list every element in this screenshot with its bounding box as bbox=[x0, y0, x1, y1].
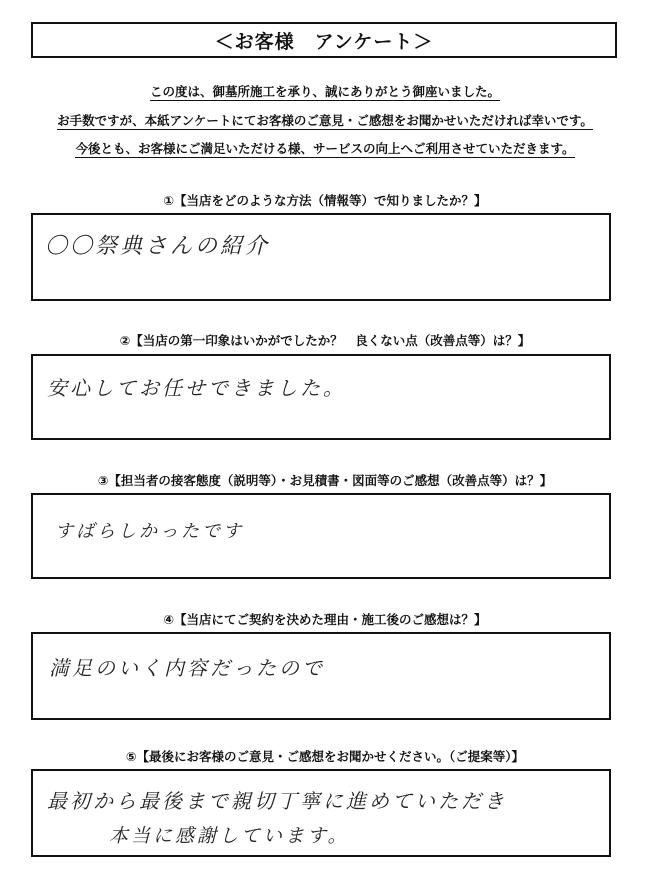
answer-3-text: すばらしかったです bbox=[55, 521, 244, 542]
answer-1-text: 〇〇祭典さんの紹介 bbox=[45, 234, 271, 259]
question-4-label: ④【当店にてご契約を決めた理由・施工後のご感想は？】 bbox=[163, 612, 487, 627]
page-title: ＜お客様 アンケート＞ bbox=[214, 30, 434, 53]
intro-line-3: 今後とも、お客様にご満足いただける様、サービスの向上へご利用させていただきます。 bbox=[75, 141, 575, 156]
question-5-label: ⑤【最後にお客様のご意見・ご感想をお聞かせください。（ご提案等）】 bbox=[125, 749, 525, 764]
answer-box-2[interactable] bbox=[31, 354, 611, 440]
answer-box-4[interactable] bbox=[31, 632, 611, 720]
answer-4-text: 満足のいく内容だったので bbox=[49, 656, 325, 680]
answer-box-1[interactable] bbox=[31, 213, 611, 301]
answer-2-text: 安心してお任せできました。 bbox=[47, 376, 346, 400]
question-1-label: ①【当店をどのような方法（情報等）で知りましたか？】 bbox=[163, 193, 487, 208]
title-box bbox=[31, 22, 617, 58]
answer-5-line-1: 最初から最後まで親切丁寧に進めていただき bbox=[47, 789, 507, 813]
question-2-label: ②【当店の第一印象はいかがでしたか？ 良くない点（改善点等）は？】 bbox=[119, 333, 531, 348]
answer-box-3[interactable] bbox=[31, 493, 611, 579]
question-3-label: ③【担当者の接客態度（説明等）・お見積書・図面等のご感想（改善点等）は？】 bbox=[97, 473, 553, 488]
intro-line-2: お手数ですが、本紙アンケートにてお客様のご意見・ご感想をお聞かせいただければ幸いです。 bbox=[57, 113, 593, 128]
answer-box-5[interactable] bbox=[31, 769, 611, 857]
answer-5-line-2: 本当に感謝しています。 bbox=[109, 825, 350, 847]
intro-line-1: この度は、御墓所施工を承り、誠にありがとう御座いました。 bbox=[149, 84, 500, 99]
